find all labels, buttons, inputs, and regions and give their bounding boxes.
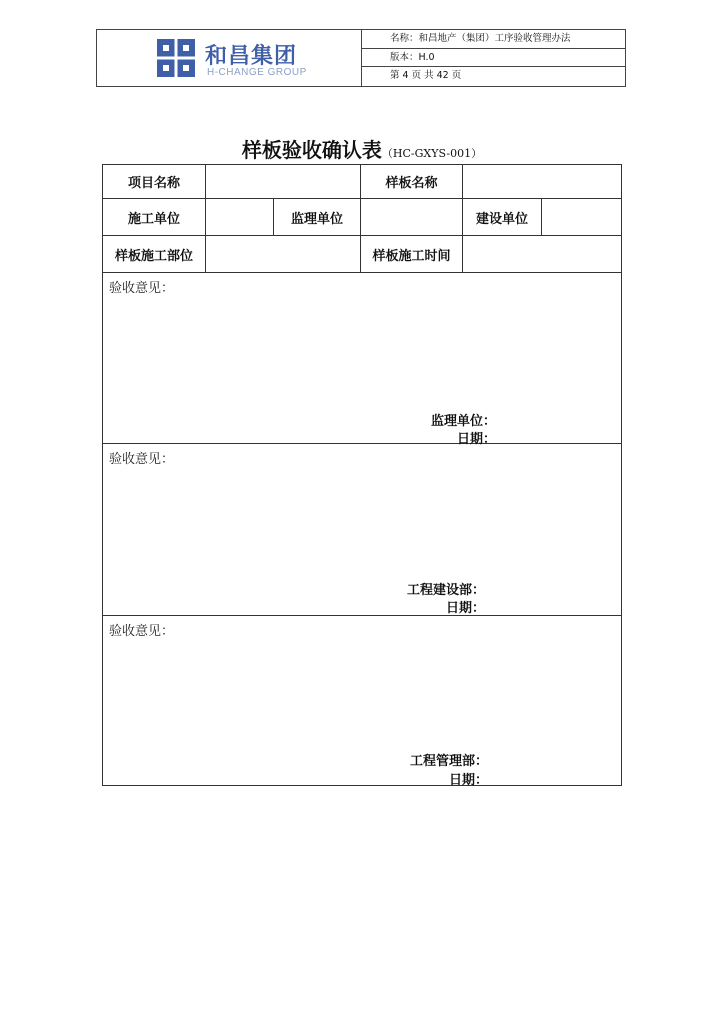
logo-mark-icon xyxy=(157,39,195,77)
form-code: （HC-GXYS-001） xyxy=(381,147,483,160)
sample-time-label: 样板施工时间 xyxy=(361,236,463,273)
project-name-field[interactable] xyxy=(206,165,361,199)
signature-label: 工程管理部： xyxy=(409,754,488,769)
opinion-section-engineering-management[interactable] xyxy=(103,616,621,788)
logo-english-name: H-CHANGE GROUP xyxy=(207,67,307,78)
date-label: 日期： xyxy=(445,601,485,616)
company-logo xyxy=(97,30,362,86)
date-label: 日期： xyxy=(456,432,496,447)
acceptance-form-table xyxy=(102,164,622,786)
header-info xyxy=(362,30,625,86)
form-title-main: 样板验收确认表 xyxy=(241,138,382,162)
opinion-label: 验收意见： xyxy=(109,281,175,296)
document-version: 版本：H.0 xyxy=(362,49,625,68)
developer-unit-field[interactable] xyxy=(542,199,621,236)
sample-name-field[interactable] xyxy=(463,165,621,199)
supervision-unit-field[interactable] xyxy=(361,199,463,236)
logo-chinese-name: 和昌集团 xyxy=(205,44,298,69)
sample-location-field[interactable] xyxy=(206,236,361,273)
form-title xyxy=(0,134,724,163)
opinion-section-supervision[interactable] xyxy=(103,273,621,447)
construction-unit-field[interactable] xyxy=(206,199,274,236)
signature-label: 监理单位： xyxy=(430,414,496,429)
sample-location-label: 样板施工部位 xyxy=(103,236,206,273)
document-name: 名称：和昌地产（集团）工序验收管理办法 xyxy=(362,30,625,49)
opinion-label: 验收意见： xyxy=(109,452,175,467)
signature-label: 工程建设部： xyxy=(406,583,485,598)
developer-unit-label: 建设单位 xyxy=(463,199,542,236)
opinion-section-engineering-construction[interactable] xyxy=(103,444,621,616)
date-label: 日期： xyxy=(448,773,488,788)
page-number: 第 4 页 共 42 页 xyxy=(390,70,462,82)
opinion-label: 验收意见： xyxy=(109,624,175,639)
project-name-label: 项目名称 xyxy=(103,165,206,199)
supervision-unit-label: 监理单位 xyxy=(274,199,361,236)
sample-name-label: 样板名称 xyxy=(361,165,463,199)
document-header xyxy=(96,29,626,87)
construction-unit-label: 施工单位 xyxy=(103,199,206,236)
sample-time-field[interactable] xyxy=(463,236,621,273)
